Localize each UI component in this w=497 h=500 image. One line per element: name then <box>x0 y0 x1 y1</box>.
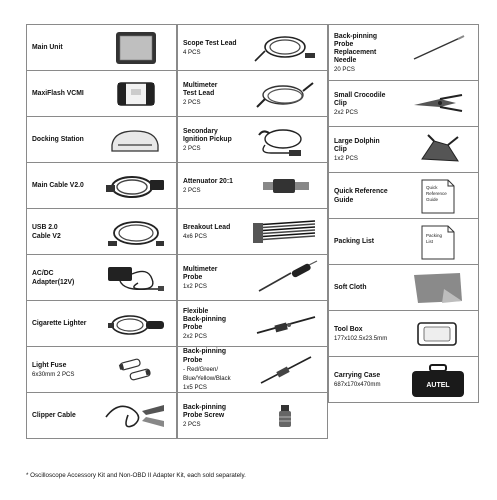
item-text <box>27 89 97 97</box>
item-name: Clip <box>334 97 347 107</box>
cloth-icon <box>400 269 474 307</box>
item-text <box>27 181 97 189</box>
item-text <box>178 223 248 240</box>
packing-item <box>329 81 478 127</box>
packing-list-icon <box>400 223 474 261</box>
item-name: Flexible <box>183 305 209 315</box>
guide-icon <box>400 177 474 215</box>
test-lead-icon <box>249 75 323 113</box>
ignition-pickup-icon <box>249 121 323 159</box>
packing-item <box>178 117 327 163</box>
packing-item <box>27 393 176 439</box>
item-name: Attenuator 20:1 <box>183 175 233 185</box>
guide-doc-line: Reference <box>426 191 447 196</box>
item-text <box>178 81 248 107</box>
item-text <box>178 127 248 153</box>
packing-item <box>27 255 176 301</box>
packing-item <box>178 71 327 117</box>
item-quantity: 4 PCS <box>183 48 201 56</box>
item-name: Packing List <box>334 236 375 246</box>
item-text <box>27 223 97 239</box>
item-quantity: 1x5 PCS <box>183 384 207 392</box>
item-quantity: - Red/Green/ <box>183 365 219 373</box>
packing-column-2 <box>177 24 328 439</box>
packing-item <box>329 25 478 81</box>
item-text <box>178 347 248 391</box>
packing-column-3 <box>328 24 479 403</box>
item-text <box>178 39 248 56</box>
item-quantity: Blue/Yellow/Black <box>183 375 231 383</box>
item-name: Probe <box>183 321 203 331</box>
tablet-icon <box>98 29 172 67</box>
item-text <box>329 187 399 203</box>
item-text <box>27 361 97 378</box>
dock-icon <box>98 121 172 159</box>
item-quantity: 1x2 PCS <box>183 283 207 291</box>
cigarette-lighter-icon <box>98 305 172 343</box>
item-name: Tool Box <box>334 323 363 333</box>
item-text <box>178 307 248 341</box>
item-text <box>329 325 399 342</box>
item-name: Probe Screw <box>183 409 225 419</box>
item-name: Cigarette Lighter <box>32 318 87 328</box>
item-name: Multimeter <box>183 263 218 273</box>
fuse-icon <box>98 351 172 389</box>
item-name: Probe <box>334 38 354 48</box>
item-quantity: 687x170x470mm <box>334 380 381 388</box>
small-clip-icon <box>400 85 474 123</box>
packing-item <box>329 127 478 173</box>
back-pinning-probe-icon <box>249 351 323 389</box>
carrying-case-icon <box>400 361 474 399</box>
item-quantity: 2 PCS <box>183 421 201 429</box>
scope-lead-icon <box>249 29 323 67</box>
packing-item <box>27 117 176 163</box>
case-brand-logo: AUTEL <box>426 382 450 389</box>
vci-device-icon <box>98 75 172 113</box>
item-name: Main Cable V2.0 <box>32 180 84 190</box>
probe-screw-icon <box>249 397 323 435</box>
item-text <box>27 43 97 51</box>
packing-column-1 <box>26 24 177 439</box>
item-text <box>329 32 399 74</box>
item-name: Quick Reference <box>334 186 388 196</box>
packing-item <box>27 71 176 117</box>
probe-icon <box>249 259 323 297</box>
item-name: Breakout Lead <box>183 221 231 231</box>
packing-item <box>178 393 327 439</box>
packing-item <box>178 209 327 255</box>
item-name: Probe <box>183 354 203 364</box>
packing-item <box>178 163 327 209</box>
item-name: Scope Test Lead <box>183 37 237 47</box>
guide-doc-line: Quick <box>426 185 438 190</box>
item-text <box>329 91 399 117</box>
item-text <box>329 283 399 291</box>
item-text <box>27 269 97 285</box>
item-name: Back-pinning <box>183 346 227 356</box>
item-name: Carrying Case <box>334 369 381 379</box>
item-text <box>178 403 248 429</box>
item-name: Back-pinning <box>183 401 227 411</box>
item-name: Soft Cloth <box>334 282 367 292</box>
item-name: Cable V2 <box>32 230 61 240</box>
clipper-cable-icon <box>98 397 172 435</box>
item-text <box>178 265 248 291</box>
item-name: USB 2.0 <box>32 222 58 232</box>
attenuator-icon <box>249 167 323 205</box>
item-name: Guide <box>334 194 354 204</box>
item-name: Back-pinning <box>334 30 378 40</box>
item-text <box>329 137 399 163</box>
item-text <box>27 319 97 327</box>
packing-item <box>27 25 176 71</box>
item-quantity: 2 PCS <box>183 186 201 194</box>
item-text <box>178 177 248 194</box>
packing-item <box>329 173 478 219</box>
item-quantity: 2 PCS <box>183 145 201 153</box>
packing-item <box>178 347 327 393</box>
item-name: Replacement <box>334 46 377 56</box>
footnote: * Oscilloscope Accessory Kit and Non-OBD II Adapter Kit, each sold separately. <box>26 472 246 479</box>
item-name: Ignition Pickup <box>183 133 232 143</box>
item-name: Needle <box>334 55 357 65</box>
breakout-lead-icon <box>249 213 323 251</box>
packing-item <box>178 255 327 301</box>
item-text <box>329 237 399 245</box>
item-name: Small Crocodile <box>334 89 386 99</box>
item-name: Clip <box>334 143 347 153</box>
item-name: Test Lead <box>183 87 215 97</box>
packing-item <box>329 357 478 403</box>
item-name: Large Dolphin <box>334 135 380 145</box>
packing-item <box>27 301 176 347</box>
packing-item <box>329 219 478 265</box>
item-quantity: 20 PCS <box>334 66 355 74</box>
packing-item <box>27 163 176 209</box>
dolphin-clip-icon <box>400 131 474 169</box>
packing-item <box>27 209 176 255</box>
item-quantity: 6x30mm 2 PCS <box>32 370 75 378</box>
usb-cable-icon <box>98 213 172 251</box>
item-name: Docking Station <box>32 134 84 144</box>
item-name: Light Fuse <box>32 359 67 369</box>
item-name: Main Unit <box>32 42 63 52</box>
item-quantity: 2 PCS <box>183 99 201 107</box>
item-quantity: 4x6 PCS <box>183 232 207 240</box>
tool-box-icon <box>400 315 474 353</box>
packing-doc-line: List <box>426 239 434 244</box>
power-adapter-icon <box>98 259 172 297</box>
item-quantity: 1x2 PCS <box>334 155 358 163</box>
item-text <box>27 135 97 143</box>
packing-item <box>329 265 478 311</box>
item-name: Secondary <box>183 125 218 135</box>
flexible-probe-icon <box>249 305 323 343</box>
packing-item <box>178 301 327 347</box>
item-name: Multimeter <box>183 79 218 89</box>
item-quantity: 2x2 PCS <box>334 109 358 117</box>
packing-item <box>329 311 478 357</box>
item-name: Clipper Cable <box>32 410 76 420</box>
packing-item <box>178 25 327 71</box>
item-name: AC/DC <box>32 268 54 278</box>
item-quantity: 177x102.5x23.5mm <box>334 334 388 342</box>
needle-icon <box>400 29 474 67</box>
item-text <box>329 371 399 388</box>
guide-doc-line: Guide <box>426 197 439 202</box>
main-cable-icon <box>98 167 172 205</box>
item-name: Adapter(12V) <box>32 276 75 286</box>
item-text <box>27 411 97 419</box>
item-name: MaxiFlash VCMI <box>32 88 84 98</box>
item-quantity: 2x2 PCS <box>183 333 207 341</box>
packing-doc-line: Packing <box>426 233 443 238</box>
item-name: Probe <box>183 271 203 281</box>
item-name: Back-pinning <box>183 313 227 323</box>
packing-item <box>27 347 176 393</box>
